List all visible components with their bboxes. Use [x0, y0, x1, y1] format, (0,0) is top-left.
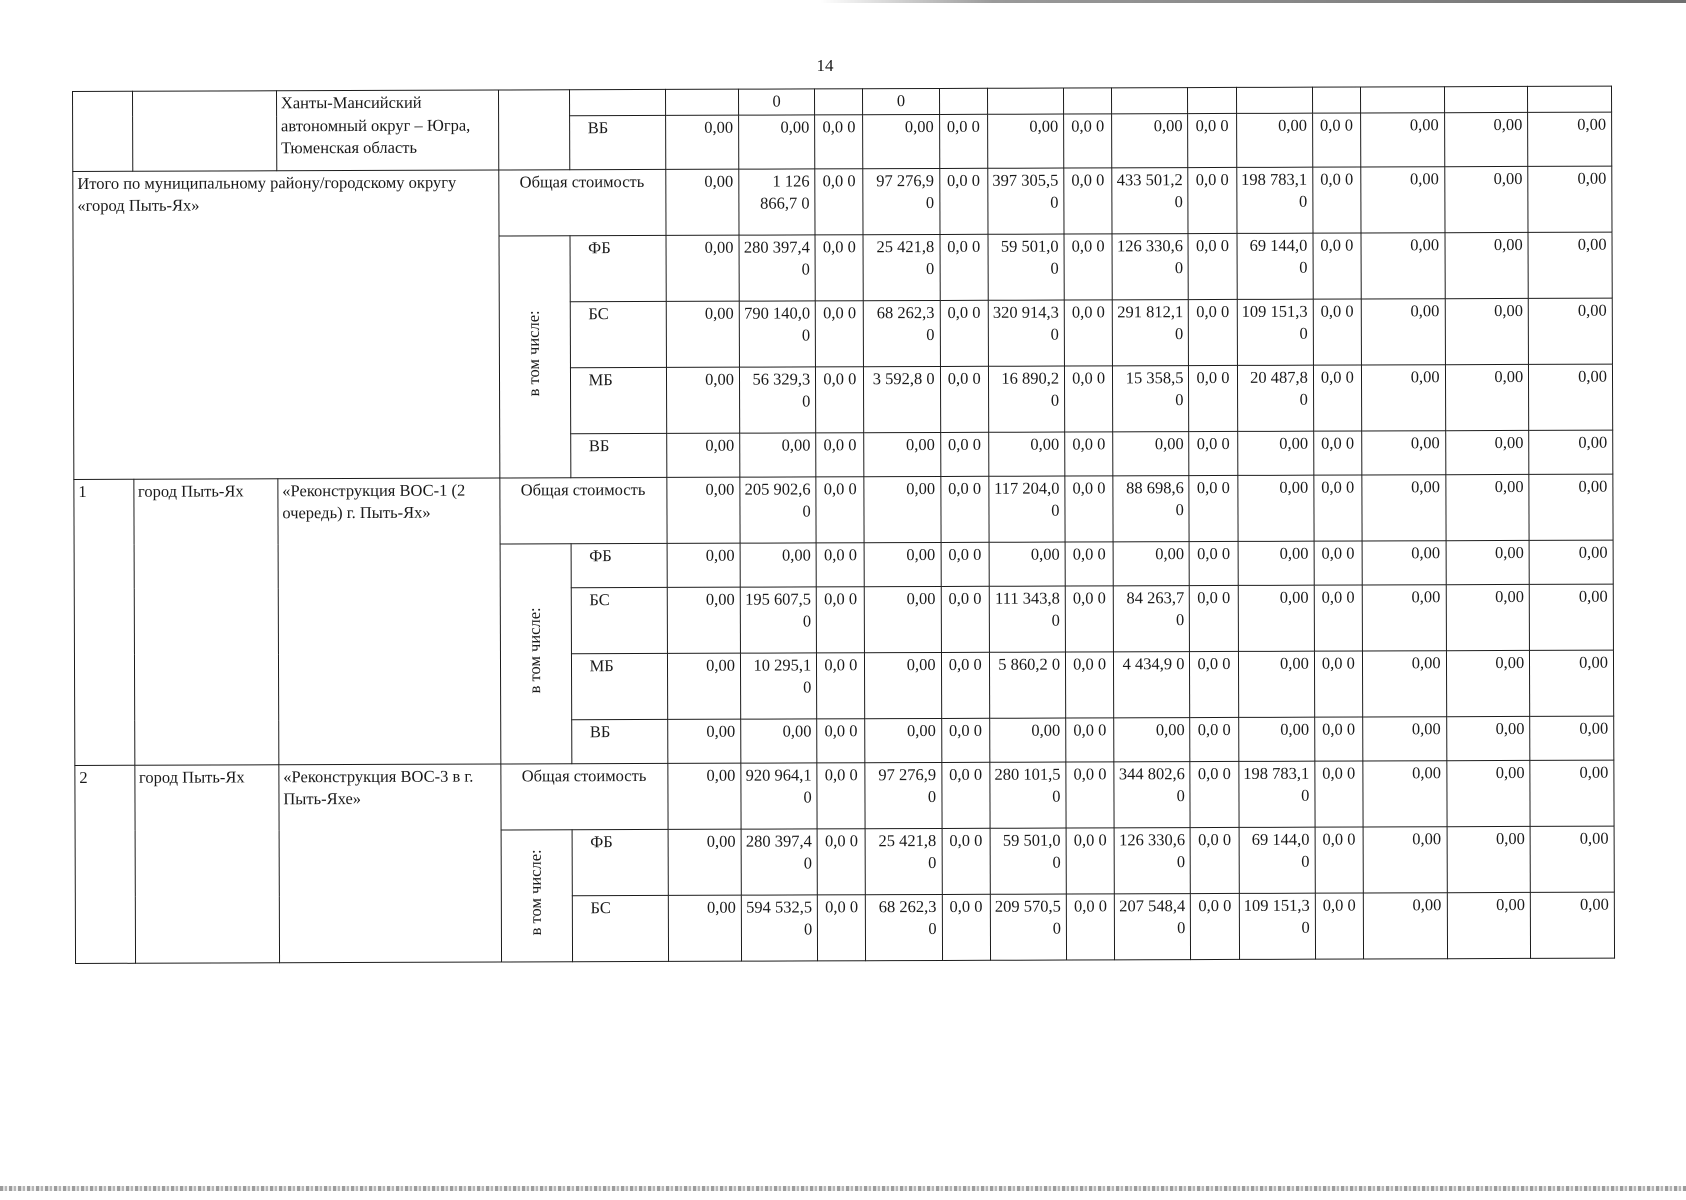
percent-cell: 0,0 0	[815, 234, 863, 300]
value-cell: 0,00	[1445, 474, 1529, 540]
value-cell: 920 964,1 0	[741, 762, 818, 828]
value-cell: 0,00	[740, 542, 816, 586]
value-cell: 0,00	[1363, 760, 1447, 826]
region-name: Ханты-Мансийский автономный округ – Югра, Тюменская область	[276, 90, 498, 170]
value-cell	[1236, 87, 1312, 113]
value-cell: 280 397,4 0	[739, 234, 816, 300]
value-cell: 207 548,4 0	[1114, 893, 1191, 959]
percent-cell: 0,0 0	[940, 366, 988, 432]
value-cell: 0,00	[1363, 716, 1447, 760]
value-cell: 0,00	[1528, 166, 1612, 232]
value-cell: 0,00	[865, 586, 942, 652]
value-cell: 0,00	[1446, 650, 1530, 716]
value-cell: 20 487,8 0	[1237, 365, 1314, 431]
percent-cell: 0,0 0	[1191, 827, 1239, 893]
value-cell: 0,00	[989, 542, 1065, 586]
percent-cell: 0,0 0	[1065, 541, 1113, 585]
value-cell: 0,00	[1446, 760, 1530, 826]
value-cell: 15 358,5 0	[1113, 365, 1190, 431]
percent-cell: 0,0 0	[816, 476, 864, 542]
percent-cell: 0,0 0	[941, 476, 989, 542]
total-cost-label: Общая стоимость	[499, 477, 666, 544]
value-cell: 0,00	[1360, 112, 1444, 166]
value-cell: 205 902,6 0	[740, 476, 817, 542]
percent-cell: 0,0 0	[939, 114, 987, 168]
value-cell: 0,00	[1530, 716, 1614, 760]
source-cell: ВБ	[570, 433, 666, 477]
value-cell: 0,00	[1529, 430, 1613, 474]
incl-label: в том числе:	[501, 829, 573, 961]
percent-cell: 0,0 0	[816, 586, 864, 652]
percent-cell: 0,0 0	[1314, 540, 1362, 584]
percent-cell: 0,0 0	[1191, 893, 1239, 959]
page-number: 14	[816, 56, 834, 75]
object-number: 2	[75, 765, 135, 963]
value-cell: 594 532,5 0	[741, 894, 818, 960]
value-cell: 0,00	[1238, 651, 1315, 717]
value-cell: 0,00	[1530, 650, 1614, 716]
value-cell	[939, 88, 987, 114]
value-cell: 126 330,6 0	[1112, 233, 1189, 299]
value-cell: 0,00	[1529, 474, 1613, 540]
value-cell: 0,00	[1529, 584, 1613, 650]
percent-cell: 0,0 0	[1189, 475, 1237, 541]
percent-cell: 0,0 0	[1188, 233, 1236, 299]
value-cell: 0,00	[864, 542, 940, 586]
percent-cell: 0,0 0	[817, 828, 865, 894]
percent-cell: 0,0 0	[1315, 826, 1363, 892]
value-cell: 0,00	[1528, 112, 1612, 166]
percent-cell: 0,0 0	[1189, 431, 1237, 475]
percent-cell: 0,0 0	[815, 114, 863, 168]
percent-cell: 0,0 0	[939, 168, 987, 234]
value-cell: 0,00	[668, 895, 741, 961]
value-cell: 0,00	[865, 652, 942, 718]
scan-edge-top	[820, 0, 1686, 3]
value-cell: 0,00	[666, 301, 739, 367]
percent-cell: 0,0 0	[816, 432, 864, 476]
value-cell: 0,00	[1444, 166, 1528, 232]
value-cell: 280 101,5 0	[990, 762, 1067, 828]
value-cell: 16 890,2 0	[988, 366, 1065, 432]
percent-cell: 0,0 0	[1064, 167, 1112, 233]
value-cell: 56 329,3 0	[739, 366, 816, 432]
percent-cell: 0,0 0	[1315, 760, 1363, 826]
value-cell: 0,00	[1113, 541, 1189, 585]
value-cell: 0,00	[1361, 298, 1445, 364]
percent-cell: 0,0 0	[1313, 233, 1361, 299]
percent-cell: 0,0 0	[1190, 761, 1238, 827]
value-cell: 97 276,9 0	[865, 762, 942, 828]
value-cell: 0,00	[1530, 826, 1614, 892]
percent-cell: 0,0 0	[942, 828, 990, 894]
incl-cell	[498, 90, 569, 170]
value-cell	[665, 89, 738, 115]
percent-cell: 0,0 0	[1315, 892, 1363, 958]
percent-cell: 0,0 0	[1065, 431, 1113, 475]
percent-cell: 0,0 0	[1066, 827, 1114, 893]
percent-cell: 0,0 0	[941, 718, 989, 762]
percent-cell: 0,0 0	[1313, 365, 1361, 431]
value-cell: 0,00	[863, 114, 940, 168]
value-cell: 0,00	[666, 169, 739, 235]
value-cell: 0,00	[1528, 232, 1612, 298]
percent-cell: 0,0 0	[817, 652, 865, 718]
source-cell	[569, 89, 665, 115]
value-cell: 0,00	[1363, 826, 1447, 892]
value-cell: 0,00	[666, 235, 739, 301]
value-cell: 0,00	[1447, 826, 1531, 892]
value-cell: 0,00	[1445, 364, 1529, 430]
value-cell: 0,00	[1446, 584, 1530, 650]
percent-cell: 0,0 0	[1066, 893, 1114, 959]
source-cell: ВБ	[569, 115, 665, 169]
object-city: город Пыть-Ях	[134, 764, 279, 963]
value-cell: 0,00	[989, 718, 1065, 762]
value-cell: 109 151,3 0	[1239, 893, 1316, 959]
incl-label: в том числе:	[500, 543, 572, 763]
source-cell: БС	[572, 895, 668, 961]
value-cell: 10 295,1 0	[740, 652, 817, 718]
value-cell: 3 592,8 0	[864, 366, 941, 432]
value-cell: 0,00	[668, 829, 741, 895]
percent-cell: 0,0 0	[1189, 365, 1237, 431]
table-body	[73, 86, 1615, 963]
value-cell: 433 501,2 0	[1112, 167, 1189, 233]
value-cell	[1444, 86, 1528, 112]
value-cell: 0,00	[1530, 760, 1614, 826]
value-cell: 0,00	[1447, 892, 1531, 958]
value-cell: 0,00	[1361, 166, 1445, 232]
value-cell: 0,00	[1363, 892, 1447, 958]
percent-cell: 0,0 0	[1314, 475, 1362, 541]
value-cell: 0,00	[667, 543, 740, 587]
value-cell: 0,00	[667, 477, 740, 543]
percent-cell: 0,0 0	[817, 718, 865, 762]
value-cell: 0,00	[1238, 541, 1314, 585]
object-city: город Пыть-Ях	[133, 478, 278, 765]
object-name: «Реконструкция ВОС-1 (2 очередь) г. Пыть-Ях»	[278, 478, 501, 765]
value-cell	[1112, 88, 1188, 114]
value-cell: 69 144,0 0	[1237, 233, 1314, 299]
value-cell: 291 812,1 0	[1112, 299, 1189, 365]
percent-cell: 0,0 0	[1065, 475, 1113, 541]
value-cell: 0,00	[1362, 474, 1446, 540]
value-cell	[815, 89, 863, 115]
scan-edge-bottom	[0, 1186, 1686, 1191]
percent-cell: 0,0 0	[940, 234, 988, 300]
percent-cell: 0,0 0	[1312, 113, 1360, 167]
value-cell: 0,00	[1444, 112, 1528, 166]
value-cell: 0,00	[1530, 892, 1614, 958]
value-cell: 0,00	[741, 718, 817, 762]
source-cell: БС	[570, 301, 666, 367]
value-cell: 69 144,0 0	[1239, 827, 1316, 893]
percent-cell: 0,0 0	[1315, 716, 1363, 760]
value-cell: 0,00	[865, 718, 941, 762]
value-cell: 68 262,3 0	[866, 894, 943, 960]
value-cell: 4 434,9 0	[1114, 651, 1191, 717]
total-row	[73, 166, 1612, 237]
value-cell: 0	[738, 89, 814, 115]
percent-cell: 0,0 0	[818, 894, 866, 960]
value-cell: 195 607,5 0	[740, 586, 817, 652]
percent-cell: 0,0 0	[1064, 113, 1112, 167]
percent-cell: 0,0 0	[817, 762, 865, 828]
value-cell: 111 343,8 0	[989, 586, 1066, 652]
source-cell: ВБ	[571, 719, 667, 763]
percent-cell: 0,0 0	[1313, 299, 1361, 365]
source-cell: БС	[571, 587, 667, 653]
percent-cell: 0,0 0	[941, 542, 989, 586]
value-cell: 397 305,5 0	[988, 168, 1065, 234]
source-cell: ФБ	[572, 829, 668, 895]
value-cell: 0,00	[864, 432, 940, 476]
value-cell: 198 783,1 0	[1236, 167, 1313, 233]
percent-cell: 0,0 0	[1066, 717, 1114, 761]
value-cell: 0,00	[1529, 540, 1613, 584]
value-cell: 25 421,8 0	[865, 828, 942, 894]
total-cost-label: Общая стоимость	[498, 169, 665, 236]
value-cell	[1528, 86, 1612, 112]
source-cell: ФБ	[571, 543, 667, 587]
source-cell: МБ	[571, 653, 667, 719]
value-cell: 0,00	[1114, 717, 1190, 761]
percent-cell: 0,0 0	[1189, 299, 1237, 365]
value-cell: 0,00	[1446, 540, 1530, 584]
percent-cell: 0,0 0	[1065, 365, 1113, 431]
city-cell	[132, 91, 277, 171]
percent-cell: 0,0 0	[1313, 167, 1361, 233]
percent-cell: 0,0 0	[1190, 651, 1238, 717]
percent-cell: 0,0 0	[1190, 585, 1238, 651]
value-cell: 0,00	[740, 432, 816, 476]
percent-cell: 0,0 0	[816, 366, 864, 432]
percent-cell: 0,0 0	[816, 300, 864, 366]
value-cell: 0,00	[667, 719, 740, 763]
percent-cell: 0,0 0	[1190, 541, 1238, 585]
value-cell: 0,00	[988, 432, 1064, 476]
percent-cell: 0,0 0	[1190, 717, 1238, 761]
num-cell	[73, 91, 133, 171]
percent-cell: 0,0 0	[941, 652, 989, 718]
value-cell: 280 397,4 0	[741, 828, 818, 894]
percent-cell: 0,0 0	[1064, 299, 1112, 365]
percent-cell: 0,0 0	[1314, 431, 1362, 475]
source-cell: ФБ	[570, 235, 666, 301]
value-cell: 0,00	[987, 114, 1064, 168]
value-cell: 320 914,3 0	[988, 300, 1065, 366]
value-cell: 0,00	[665, 115, 738, 169]
value-cell: 0,00	[1113, 431, 1189, 475]
percent-cell: 0,0 0	[942, 894, 990, 960]
value-cell	[1312, 87, 1360, 113]
value-cell: 0,00	[1445, 232, 1529, 298]
value-cell: 0,00	[1236, 113, 1313, 167]
value-cell: 97 276,9 0	[863, 168, 940, 234]
percent-cell: 0,0 0	[816, 542, 864, 586]
incl-label: в том числе:	[499, 235, 571, 477]
total-label: Итого по муниципальному району/городскому округу «город Пыть-Ях»	[73, 170, 500, 479]
value-cell: 0,00	[1112, 113, 1189, 167]
object-total-row	[75, 760, 1614, 831]
value-cell	[1064, 88, 1112, 114]
percent-cell: 0,0 0	[941, 586, 989, 652]
value-cell: 0,00	[1237, 475, 1314, 541]
percent-cell: 0,0 0	[1188, 167, 1236, 233]
value-cell: 0,00	[666, 367, 739, 433]
percent-cell: 0,0 0	[1188, 113, 1236, 167]
percent-cell: 0,0 0	[1066, 651, 1114, 717]
percent-cell: 0,0 0	[1064, 233, 1112, 299]
value-cell: 0,00	[1238, 717, 1314, 761]
value-cell: 0	[863, 88, 939, 114]
value-cell: 0,00	[1362, 430, 1446, 474]
value-cell: 0,00	[1238, 585, 1315, 651]
value-cell: 0,00	[1362, 540, 1446, 584]
value-cell: 109 151,3 0	[1237, 299, 1314, 365]
value-cell: 0,00	[1446, 716, 1530, 760]
value-cell: 0,00	[1445, 298, 1529, 364]
value-cell: 0,00	[668, 763, 741, 829]
value-cell: 0,00	[864, 476, 941, 542]
value-cell: 84 263,7 0	[1113, 585, 1190, 651]
value-cell: 68 262,3 0	[864, 300, 941, 366]
percent-cell: 0,0 0	[942, 762, 990, 828]
value-cell: 0,00	[1237, 431, 1313, 475]
value-cell: 0,00	[1362, 584, 1446, 650]
value-cell: 0,00	[667, 587, 740, 653]
percent-cell: 0,0 0	[1314, 584, 1362, 650]
value-cell: 126 330,6 0	[1114, 827, 1191, 893]
value-cell: 0,00	[1361, 364, 1445, 430]
value-cell: 209 570,5 0	[990, 894, 1067, 960]
value-cell: 5 860,2 0	[989, 652, 1066, 718]
value-cell: 790 140,0 0	[739, 300, 816, 366]
percent-cell: 0,0 0	[1066, 761, 1114, 827]
value-cell: 0,00	[1529, 364, 1613, 430]
funding-table	[72, 86, 1615, 964]
value-cell: 25 421,8 0	[863, 234, 940, 300]
value-cell: 198 783,1 0	[1238, 761, 1315, 827]
value-cell: 0,00	[666, 433, 739, 477]
object-total-row	[74, 474, 1613, 545]
value-cell: 0,00	[1528, 298, 1612, 364]
value-cell: 344 802,6 0	[1114, 761, 1191, 827]
percent-cell: 0,0 0	[1314, 650, 1362, 716]
value-cell: 59 501,0 0	[990, 828, 1067, 894]
value-cell: 0,00	[1362, 650, 1446, 716]
value-cell	[987, 88, 1063, 114]
value-cell	[1188, 87, 1236, 113]
value-cell	[1360, 87, 1444, 113]
percent-cell: 0,0 0	[940, 300, 988, 366]
value-cell: 59 501,0 0	[988, 234, 1065, 300]
total-cost-label: Общая стоимость	[500, 763, 667, 830]
value-cell: 0,00	[1361, 232, 1445, 298]
value-cell: 117 204,0 0	[989, 476, 1066, 542]
value-cell: 0,00	[1445, 430, 1529, 474]
object-name: «Реконструкция ВОС-3 в г. Пыть-Яхе»	[279, 764, 501, 963]
source-cell: МБ	[570, 367, 666, 433]
percent-cell: 0,0 0	[815, 168, 863, 234]
value-cell: 0,00	[739, 114, 816, 168]
value-cell: 88 698,6 0	[1113, 475, 1190, 541]
percent-cell: 0,0 0	[1065, 585, 1113, 651]
value-cell: 1 126 866,7 0	[739, 168, 816, 234]
object-number: 1	[74, 479, 135, 765]
percent-cell: 0,0 0	[940, 432, 988, 476]
value-cell: 0,00	[667, 653, 740, 719]
